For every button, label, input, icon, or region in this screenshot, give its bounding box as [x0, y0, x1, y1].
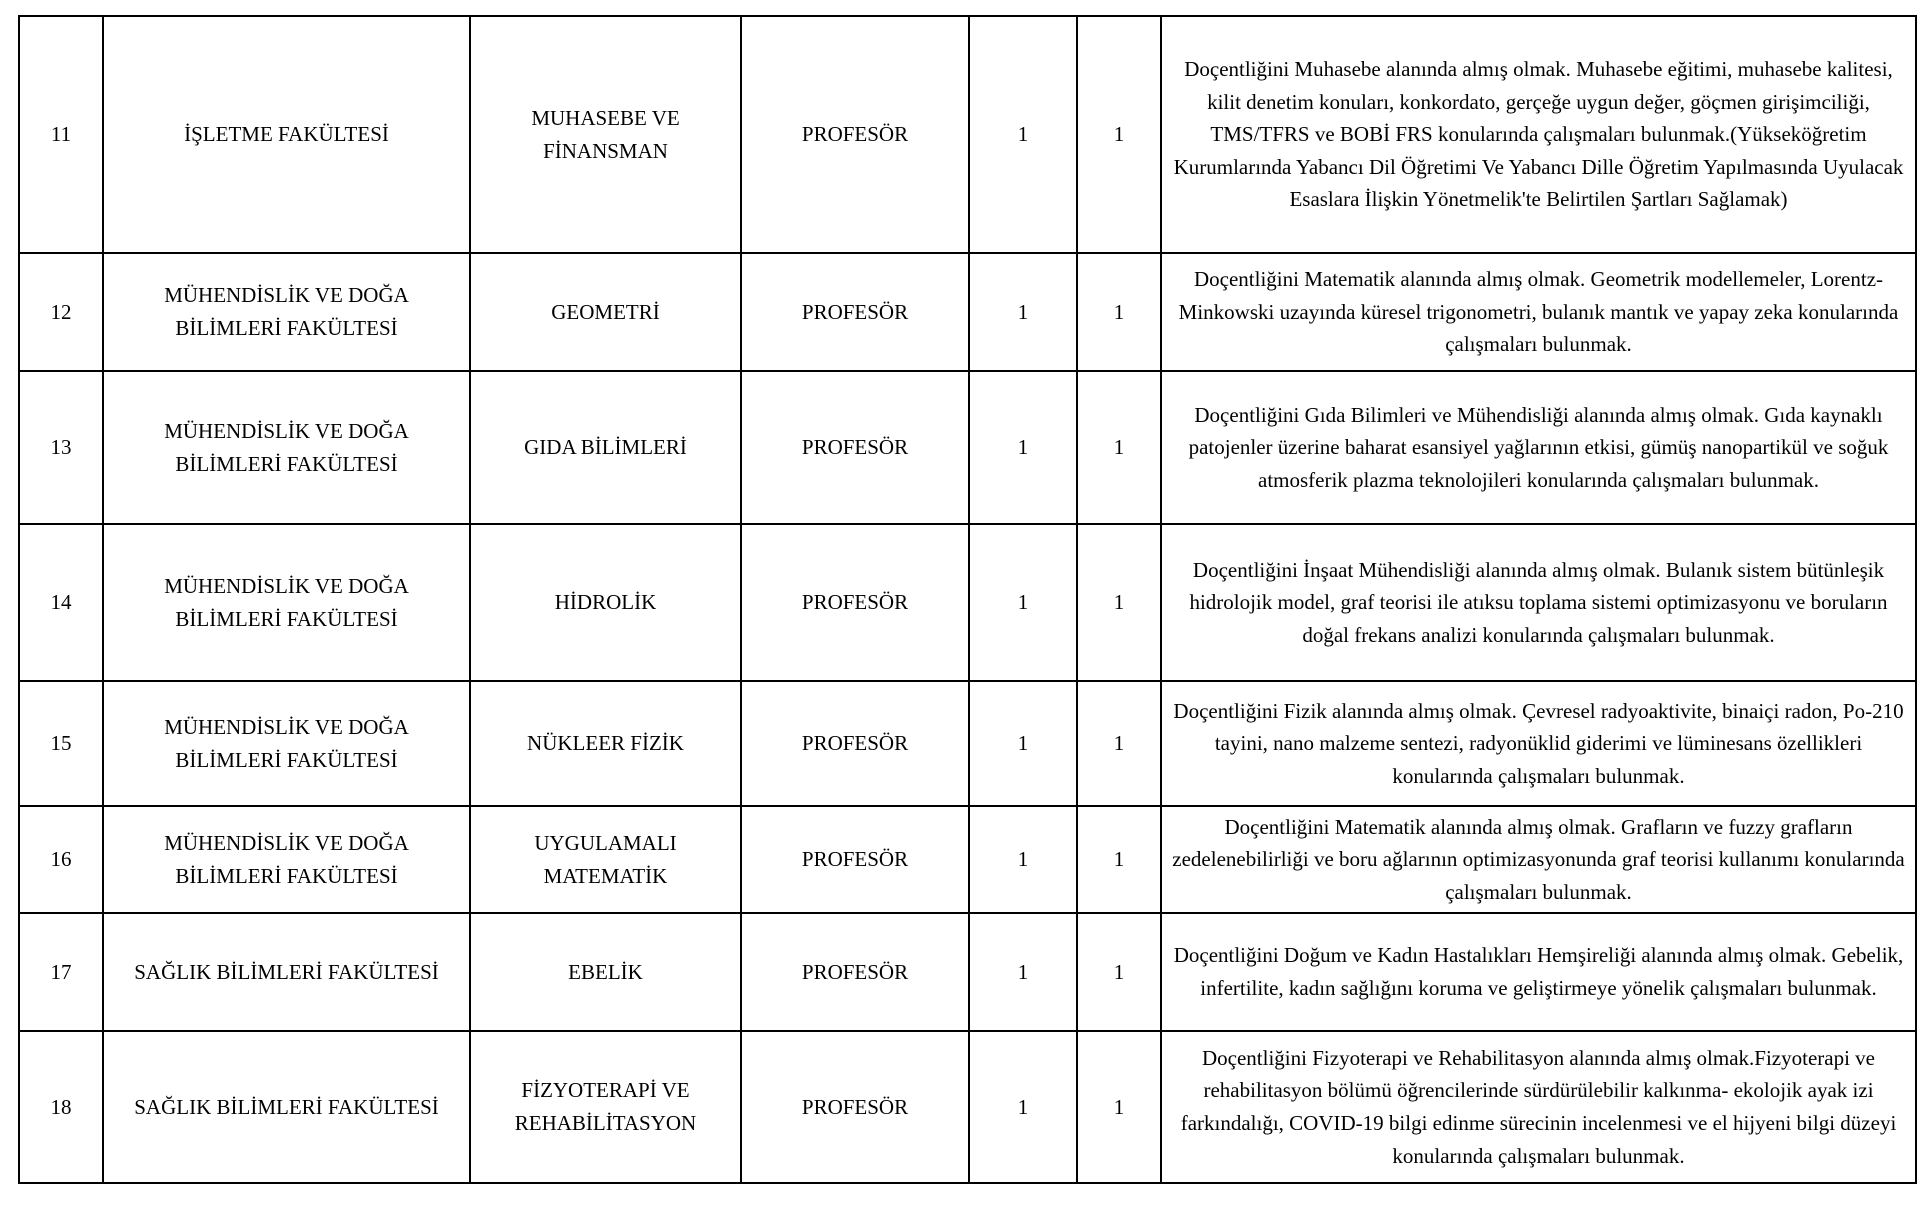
- position-title: PROFESÖR: [741, 681, 969, 806]
- quota-count: 1: [969, 524, 1077, 681]
- requirement-description: Doçentliğini Doğum ve Kadın Hastalıkları Hemşireliği alanında almış olmak. Gebelik, infertilite, kadın sağlığını koruma ve geliştirmeye yönelik çalışmaları bulunmak.: [1161, 913, 1916, 1031]
- position-table-body: [19, 16, 1916, 1183]
- announcement-count: 1: [1077, 524, 1161, 681]
- department-name: NÜKLEER FİZİK: [470, 681, 741, 806]
- position-title: PROFESÖR: [741, 16, 969, 253]
- quota-count: 1: [969, 16, 1077, 253]
- table-row: [19, 806, 1916, 913]
- position-title: PROFESÖR: [741, 1031, 969, 1183]
- department-name: UYGULAMALI MATEMATİK: [470, 806, 741, 913]
- table-row: [19, 913, 1916, 1031]
- row-number: 18: [19, 1031, 103, 1183]
- requirement-description: Doçentliğini Fizyoterapi ve Rehabilitasyon alanında almış olmak.Fizyoterapi ve rehabilitasyon bölümü öğrencilerinde sürdürülebilir kalkınma- ekolojik ayak izi farkındalığı, COVID-19 bilgi edinme sürecinin incelenmesi ve el hijyeni bilgi düzeyi konularında çalışmaları bulunmak.: [1161, 1031, 1916, 1183]
- faculty-name: SAĞLIK BİLİMLERİ FAKÜLTESİ: [103, 913, 470, 1031]
- position-title: PROFESÖR: [741, 913, 969, 1031]
- requirement-description: Doçentliğini Matematik alanında almış olmak. Grafların ve fuzzy grafların zedelenebilirliği ve boru ağlarının optimizasyonunda graf teorisi kullanımı konularında çalışmaları bulunmak.: [1161, 806, 1916, 913]
- position-title: PROFESÖR: [741, 806, 969, 913]
- requirement-description: Doçentliğini İnşaat Mühendisliği alanında almış olmak. Bulanık sistem bütünleşik hidrolojik model, graf teorisi ile atıksu toplama sistemi optimizasyonu ve boruların doğal frekans analizi konularında çalışmaları bulunmak.: [1161, 524, 1916, 681]
- table-row: [19, 371, 1916, 524]
- faculty-name: MÜHENDİSLİK VE DOĞA BİLİMLERİ FAKÜLTESİ: [103, 524, 470, 681]
- faculty-name: MÜHENDİSLİK VE DOĞA BİLİMLERİ FAKÜLTESİ: [103, 681, 470, 806]
- row-number: 17: [19, 913, 103, 1031]
- faculty-name: MÜHENDİSLİK VE DOĞA BİLİMLERİ FAKÜLTESİ: [103, 253, 470, 371]
- table-row: [19, 16, 1916, 253]
- department-name: GEOMETRİ: [470, 253, 741, 371]
- row-number: 14: [19, 524, 103, 681]
- quota-count: 1: [969, 806, 1077, 913]
- table-row: [19, 524, 1916, 681]
- quota-count: 1: [969, 1031, 1077, 1183]
- faculty-name: İŞLETME FAKÜLTESİ: [103, 16, 470, 253]
- department-name: FİZYOTERAPİ VE REHABİLİTASYON: [470, 1031, 741, 1183]
- row-number: 13: [19, 371, 103, 524]
- row-number: 11: [19, 16, 103, 253]
- position-title: PROFESÖR: [741, 371, 969, 524]
- requirement-description: Doçentliğini Matematik alanında almış olmak. Geometrik modellemeler, Lorentz-Minkowski uzayında küresel trigonometri, bulanık mantık ve yapay zeka konularında çalışmaları bulunmak.: [1161, 253, 1916, 371]
- announcement-count: 1: [1077, 806, 1161, 913]
- faculty-name: MÜHENDİSLİK VE DOĞA BİLİMLERİ FAKÜLTESİ: [103, 806, 470, 913]
- announcement-count: 1: [1077, 16, 1161, 253]
- department-name: MUHASEBE VE FİNANSMAN: [470, 16, 741, 253]
- announcement-count: 1: [1077, 681, 1161, 806]
- row-number: 12: [19, 253, 103, 371]
- row-number: 16: [19, 806, 103, 913]
- requirement-description: Doçentliğini Gıda Bilimleri ve Mühendisliği alanında almış olmak. Gıda kaynaklı patojenler üzerine baharat esansiyel yağlarının etkisi, gümüş nanopartikül ve soğuk atmosferik plazma teknolojileri konularında çalışmaları bulunmak.: [1161, 371, 1916, 524]
- position-title: PROFESÖR: [741, 524, 969, 681]
- table-row: [19, 1031, 1916, 1183]
- quota-count: 1: [969, 253, 1077, 371]
- faculty-name: MÜHENDİSLİK VE DOĞA BİLİMLERİ FAKÜLTESİ: [103, 371, 470, 524]
- announcement-count: 1: [1077, 1031, 1161, 1183]
- quota-count: 1: [969, 681, 1077, 806]
- department-name: GIDA BİLİMLERİ: [470, 371, 741, 524]
- quota-count: 1: [969, 371, 1077, 524]
- announcement-count: 1: [1077, 371, 1161, 524]
- requirement-description: Doçentliğini Fizik alanında almış olmak. Çevresel radyoaktivite, binaiçi radon, Po-210 tayini, nano malzeme sentezi, radyonüklid giderimi ve lüminesans özellikleri konularında çalışmaları bulunmak.: [1161, 681, 1916, 806]
- announcement-count: 1: [1077, 913, 1161, 1031]
- position-title: PROFESÖR: [741, 253, 969, 371]
- table-row: [19, 681, 1916, 806]
- department-name: HİDROLİK: [470, 524, 741, 681]
- academic-positions-table: [18, 15, 1917, 1184]
- quota-count: 1: [969, 913, 1077, 1031]
- faculty-name: SAĞLIK BİLİMLERİ FAKÜLTESİ: [103, 1031, 470, 1183]
- requirement-description: Doçentliğini Muhasebe alanında almış olmak. Muhasebe eğitimi, muhasebe kalitesi, kilit denetim konuları, konkordato, gerçeğe uygun değer, göçmen girişimciliği, TMS/TFRS ve BOBİ FRS konularında çalışmaları bulunmak.(Yükseköğretim Kurumlarında Yabancı Dil Öğretimi Ve Yabancı Dille Öğretim Yapılmasında Uyulacak Esaslara İlişkin Yönetmelik'te Belirtilen Şartları Sağlamak): [1161, 16, 1916, 253]
- table-row: [19, 253, 1916, 371]
- row-number: 15: [19, 681, 103, 806]
- department-name: EBELİK: [470, 913, 741, 1031]
- announcement-count: 1: [1077, 253, 1161, 371]
